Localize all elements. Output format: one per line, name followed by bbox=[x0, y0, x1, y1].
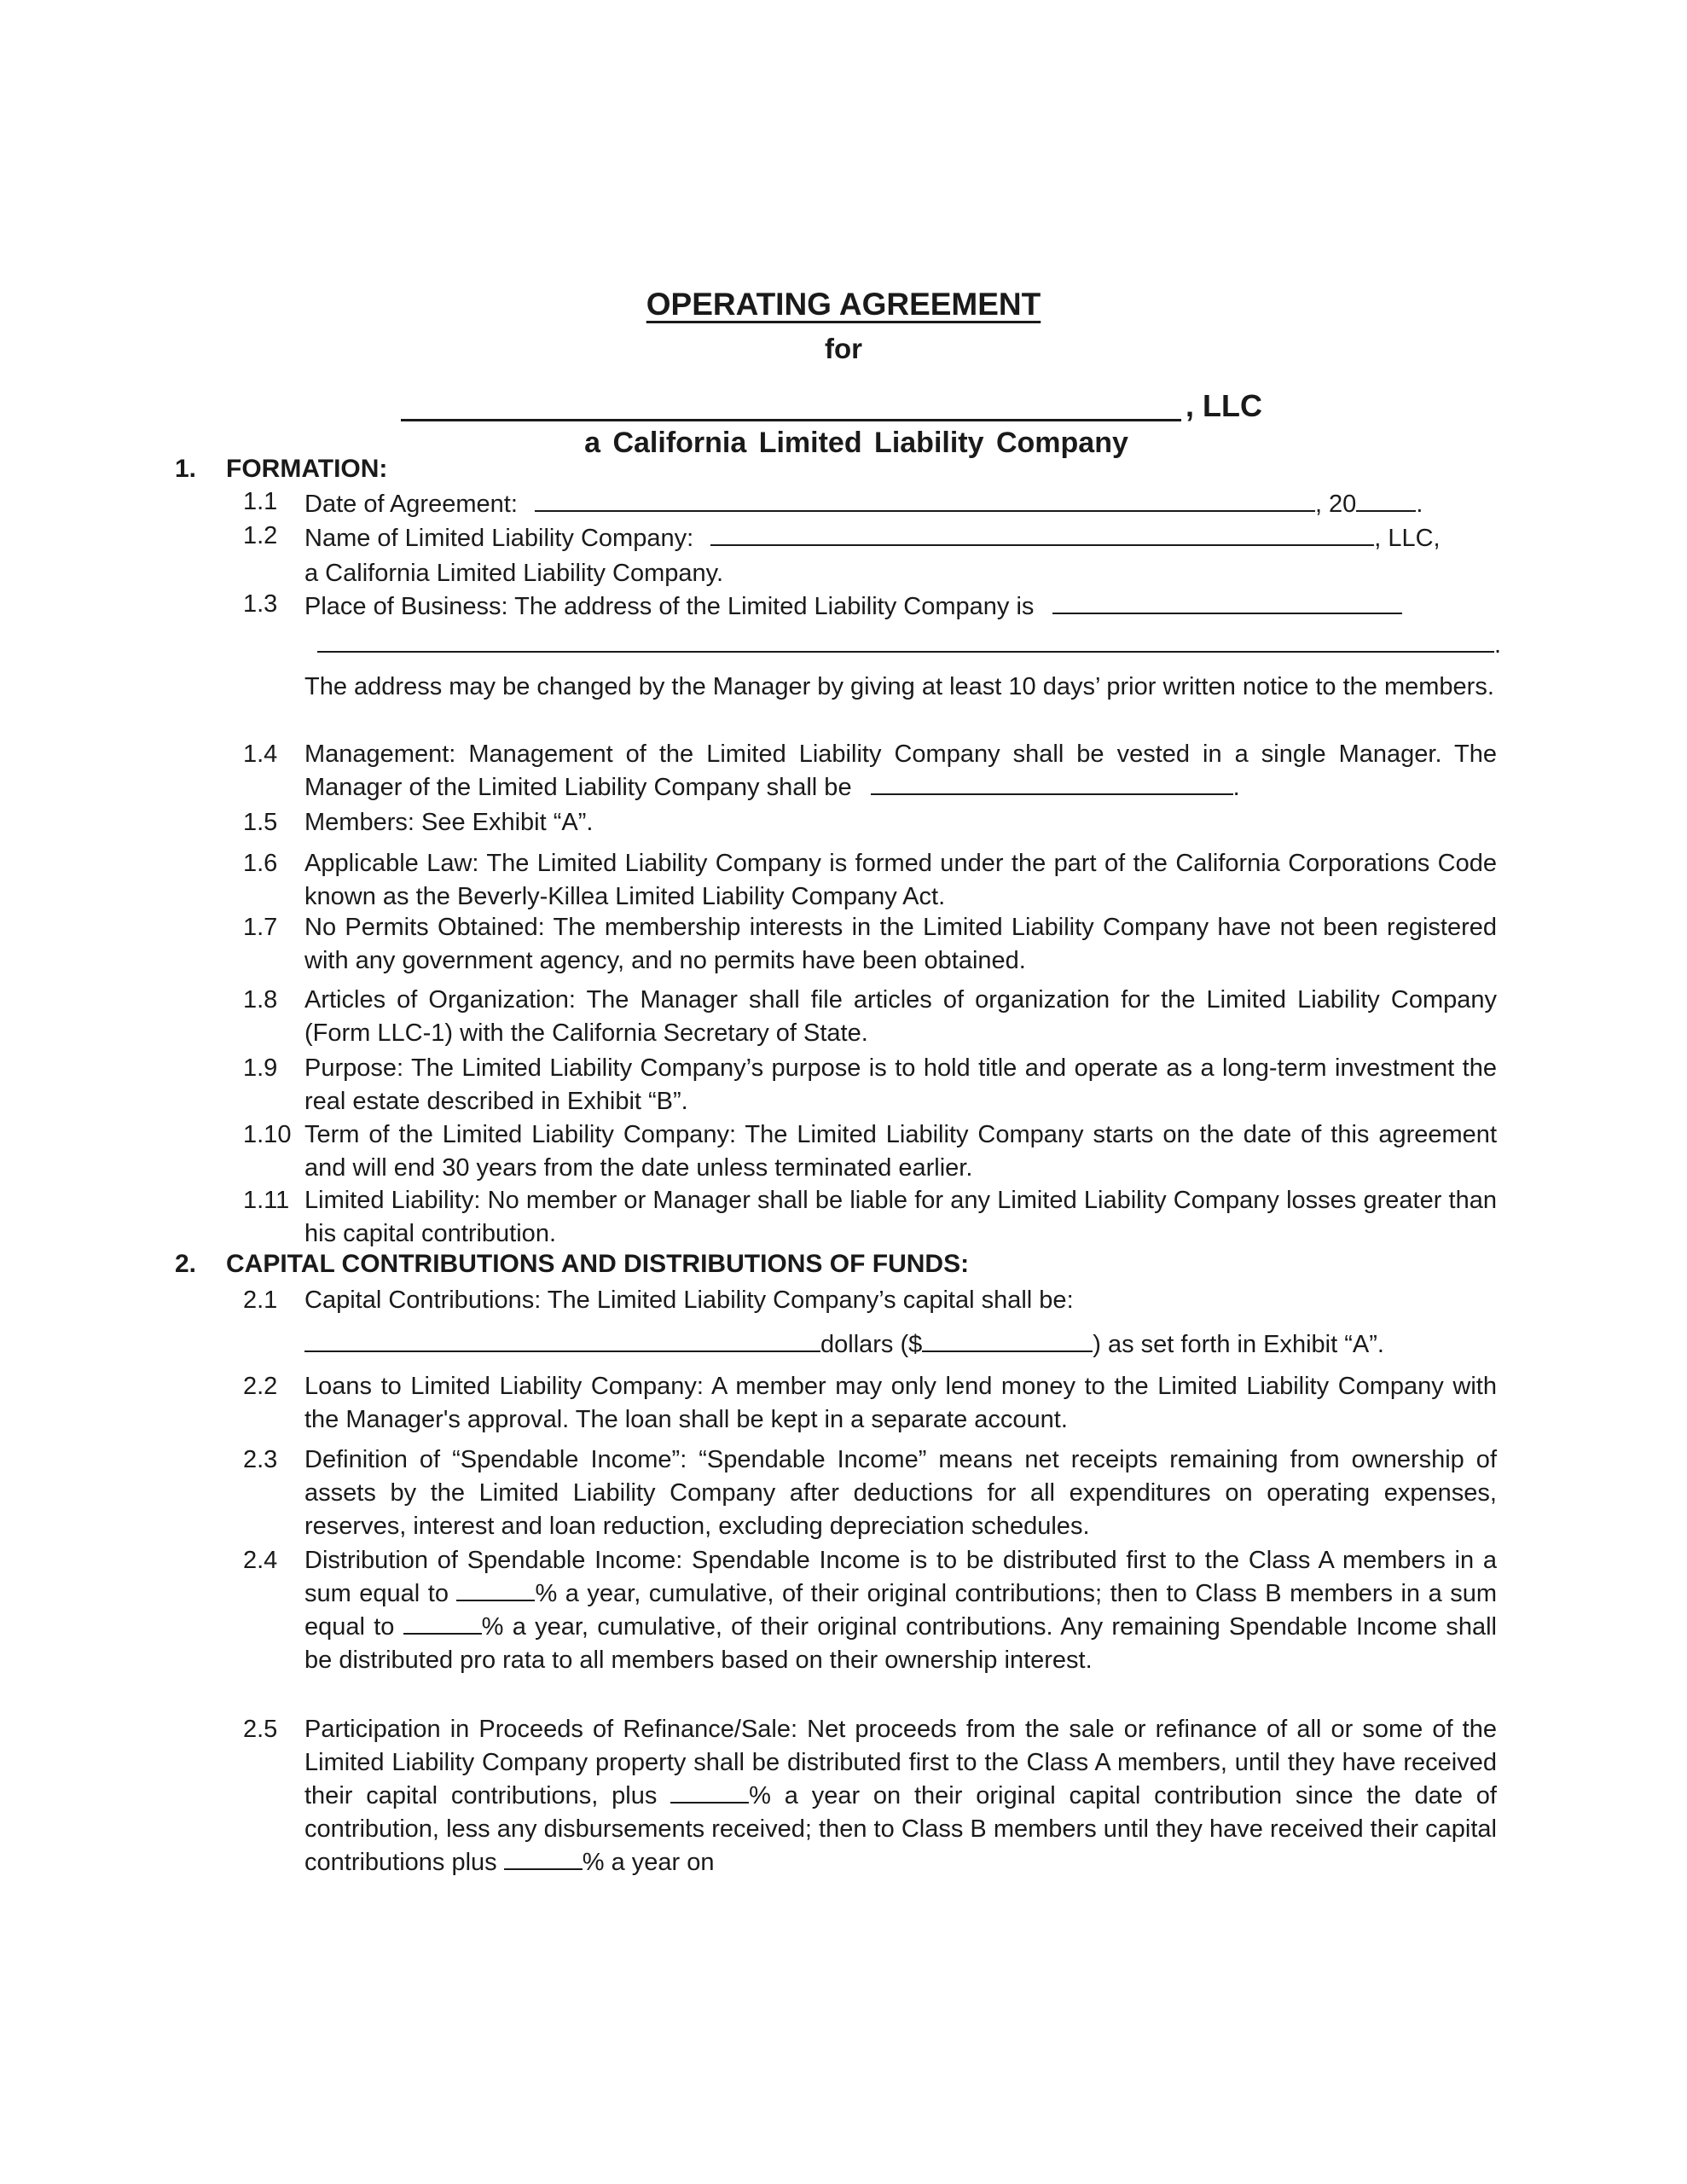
item-1-9: 1.9 Purpose: The Limited Liability Company’s purpose is to hold title and operate as a long-term investment the real estate described in Exhibit “B”. bbox=[243, 1054, 1497, 1115]
item-1-1: 1.1 bbox=[243, 488, 278, 515]
llc-suffix: , LLC bbox=[1186, 388, 1262, 423]
item-1-5: 1.5 Members: See Exhibit “A”. bbox=[243, 809, 594, 836]
item-1-3: 1.3 bbox=[243, 590, 278, 618]
item-1-2-body: Name of Limited Liability Company: , LLC, bbox=[304, 522, 1441, 553]
item-1-2: 1.2 bbox=[243, 522, 278, 549]
manager-name-blank[interactable] bbox=[871, 771, 1233, 795]
year-blank[interactable] bbox=[1356, 488, 1416, 512]
capital-amount-blank[interactable] bbox=[922, 1328, 1093, 1352]
capital-words-blank[interactable] bbox=[304, 1328, 820, 1352]
item-2-2: 2.2 Loans to Limited Liability Company: A member may only lend money to the Limited Liability Company with the Manager's approval. The loan shall be kept in a separate account. bbox=[243, 1373, 1497, 1433]
item-1-8: 1.8 Articles of Organization: The Manager shall file articles of organization for the Limited Liability Company (Form LLC-1) with the California Secretary of State. bbox=[243, 986, 1497, 1047]
address-blank-2[interactable] bbox=[317, 629, 1494, 653]
item-2-4: 2.4 Distribution of Spendable Income: Spendable Income is to be distributed first to the Class A members in a sum equal to % a year, cumulative, of their original contributions; then to Class B members in a sum equal to % a year, cumulative, of their original contributions. Any remaining Spendable Income shall be distributed pro rata to all members based on their ownership interest. bbox=[243, 1547, 1497, 1674]
for-label: for bbox=[825, 333, 862, 364]
item-1-3-body: Place of Business: The address of the Limited Liability Company is bbox=[304, 590, 1402, 621]
section-2-heading: 2. CAPITAL CONTRIBUTIONS AND DISTRIBUTIONS OF FUNDS: bbox=[175, 1250, 970, 1278]
item-1-3-address-line: . bbox=[317, 629, 1501, 659]
item-1-6: 1.6 Applicable Law: The Limited Liability Company is formed under the part of the California Corporations Code known as the Beverly-Killea Limited Liability Company Act. bbox=[243, 850, 1497, 910]
item-1-2-line2: a California Limited Liability Company. bbox=[304, 560, 724, 587]
item-2-5: 2.5 Participation in Proceeds of Refinance/Sale: Net proceeds from the sale or refinance of all or some of the Limited Liability Company property shall be distributed first to the Class A members, until they have received their capital contributions, plus % a year on their original capital contribution since the date of contribution, less any disbursements received; then to Class B members until they have received their capital contributions plus % a year on bbox=[243, 1716, 1497, 1876]
class-a-rate-blank[interactable] bbox=[456, 1577, 535, 1601]
item-2-3: 2.3 Definition of “Spendable Income”: “Spendable Income” means net receipts remaining from ownership of assets by the Limited Liability Company after deductions for all expenditures on operating expenses, reserves, interest and loan reduction, excluding depreciation schedules. bbox=[243, 1446, 1497, 1540]
document-subtitle: a California Limited Liability Company bbox=[584, 427, 1128, 459]
class-a-refinance-rate-blank[interactable] bbox=[670, 1780, 749, 1804]
item-1-10: 1.10 Term of the Limited Liability Company: The Limited Liability Company starts on the date of this agreement and will end 30 years from the date unless terminated earlier. bbox=[243, 1121, 1497, 1182]
class-b-refinance-rate-blank[interactable] bbox=[504, 1846, 583, 1870]
item-1-3-note: The address may be changed by the Manager by giving at least 10 days’ prior written notice to the members. bbox=[304, 673, 1494, 700]
document-title: OPERATING AGREEMENT bbox=[646, 287, 1041, 322]
date-of-agreement-blank[interactable] bbox=[535, 488, 1315, 512]
company-name-blank[interactable] bbox=[401, 419, 1181, 421]
item-1-1-body: Date of Agreement: , 20 . bbox=[304, 488, 1423, 519]
item-2-1: 2.1 Capital Contributions: The Limited Liability Company’s capital shall be: bbox=[243, 1287, 1074, 1314]
class-b-rate-blank[interactable] bbox=[403, 1611, 482, 1635]
item-1-4: 1.4 Management: Management of the Limited Liability Company shall be vested in a single Manager. The Manager of the Limited Liability Company shall be . bbox=[243, 741, 1497, 801]
item-1-7: 1.7 No Permits Obtained: The membership interests in the Limited Liability Company have not been registered with any government agency, and no permits have been obtained. bbox=[243, 914, 1497, 974]
section-1-heading: 1. FORMATION: bbox=[175, 455, 388, 483]
address-blank-1[interactable] bbox=[1052, 590, 1402, 614]
company-name-field-blank[interactable] bbox=[710, 522, 1374, 546]
item-1-11: 1.11 Limited Liability: No member or Manager shall be liable for any Limited Liability Company losses greater than his capital contribution. bbox=[243, 1187, 1497, 1247]
item-2-1-amount-line: dollars ($ ) as set forth in Exhibit “A”. bbox=[304, 1328, 1384, 1359]
